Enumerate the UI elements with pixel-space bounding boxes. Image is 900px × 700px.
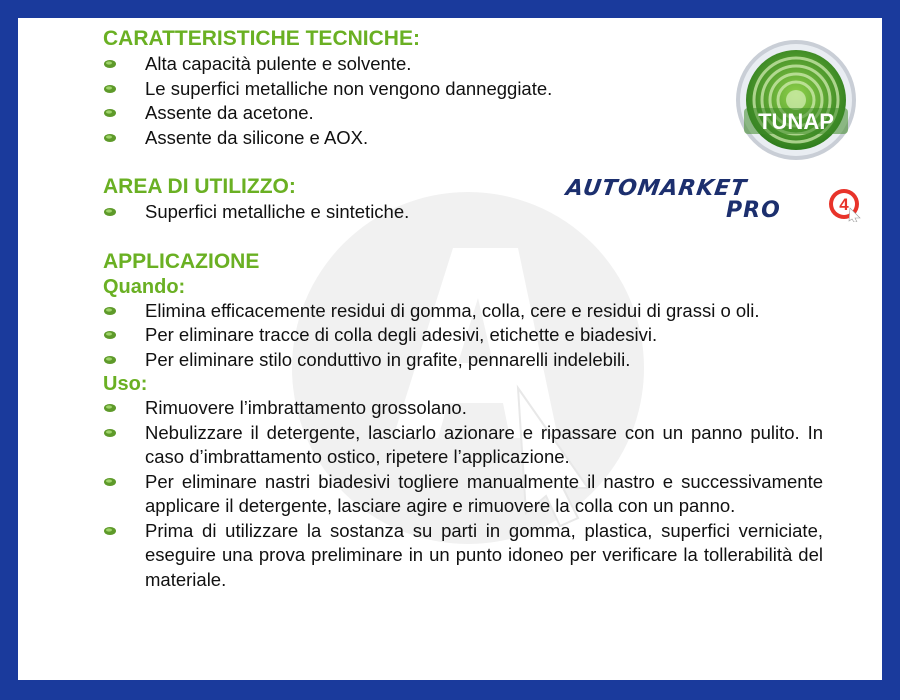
tunap-logo-text: TUNAP (758, 109, 834, 134)
list-item: Le superfici metalliche non vengono danneggiate. (103, 77, 823, 102)
bullet-icon (104, 60, 116, 68)
bullet-icon (104, 429, 116, 437)
bullet-icon (104, 404, 116, 412)
document-frame (18, 18, 882, 680)
bullet-icon (104, 527, 116, 535)
section-title-application: APPLICAZIONE (103, 249, 260, 273)
subsection-title-when: Quando: (103, 275, 186, 298)
subsection-title-use: Uso: (103, 373, 148, 395)
automarket-pro-text: PRO (726, 198, 781, 223)
list-item: Elimina efficacemente residui di gomma, colla, cere e residui di grassi o oli. (103, 299, 823, 324)
list-item: Superfici metalliche e sintetiche. (103, 200, 823, 225)
tech-list (103, 52, 823, 150)
bullet-icon (104, 134, 116, 142)
list-item: Prima di utilizzare la sostanza su parti in gomma, plastica, superfici verniciate, eseguire una prova preliminare in un punto idoneo per verificare la tollerabilità del materiale. (103, 519, 823, 593)
bullet-icon (104, 356, 116, 364)
when-list (103, 299, 823, 373)
use-list (103, 396, 823, 592)
content-column (103, 26, 823, 592)
list-item: Rimuovere l’imbrattamento grossolano. (103, 396, 823, 421)
list-item: Assente da acetone. (103, 101, 823, 126)
bullet-icon (104, 85, 116, 93)
tunap-logo (734, 38, 858, 162)
automarket-pro-logo (566, 178, 856, 230)
list-item: Per eliminare stilo conduttivo in grafite, pennarelli indelebili. (103, 348, 823, 373)
section-title-tech: CARATTERISTICHE TECNICHE: (103, 27, 420, 50)
bullet-icon (104, 208, 116, 216)
list-item: Per eliminare nastri biadesivi togliere manualmente il nastro e successivamente applicare il detergente, lasciare agire e rimuovere la colla con un panno. (103, 470, 823, 519)
automarket-logo-text: AUTOMARKET (564, 176, 749, 201)
list-item: Per eliminare tracce di colla degli adesivi, etichette e biadesivi. (103, 323, 823, 348)
bullet-icon (104, 109, 116, 117)
list-item: Alta capacità pulente e solvente. (103, 52, 823, 77)
section-title-area: AREA DI UTILIZZO: (103, 175, 296, 198)
list-item: Nebulizzare il detergente, lasciarlo azionare e ripassare con un panno pulito. In caso d’imbrattamento ostico, ripetere l’applicazione. (103, 421, 823, 470)
bullet-icon (104, 478, 116, 486)
automarket-badge-icon (828, 188, 862, 222)
badge-text: 4 (839, 195, 849, 214)
list-item: Assente da silicone e AOX. (103, 126, 823, 151)
bullet-icon (104, 331, 116, 339)
bullet-icon (104, 307, 116, 315)
